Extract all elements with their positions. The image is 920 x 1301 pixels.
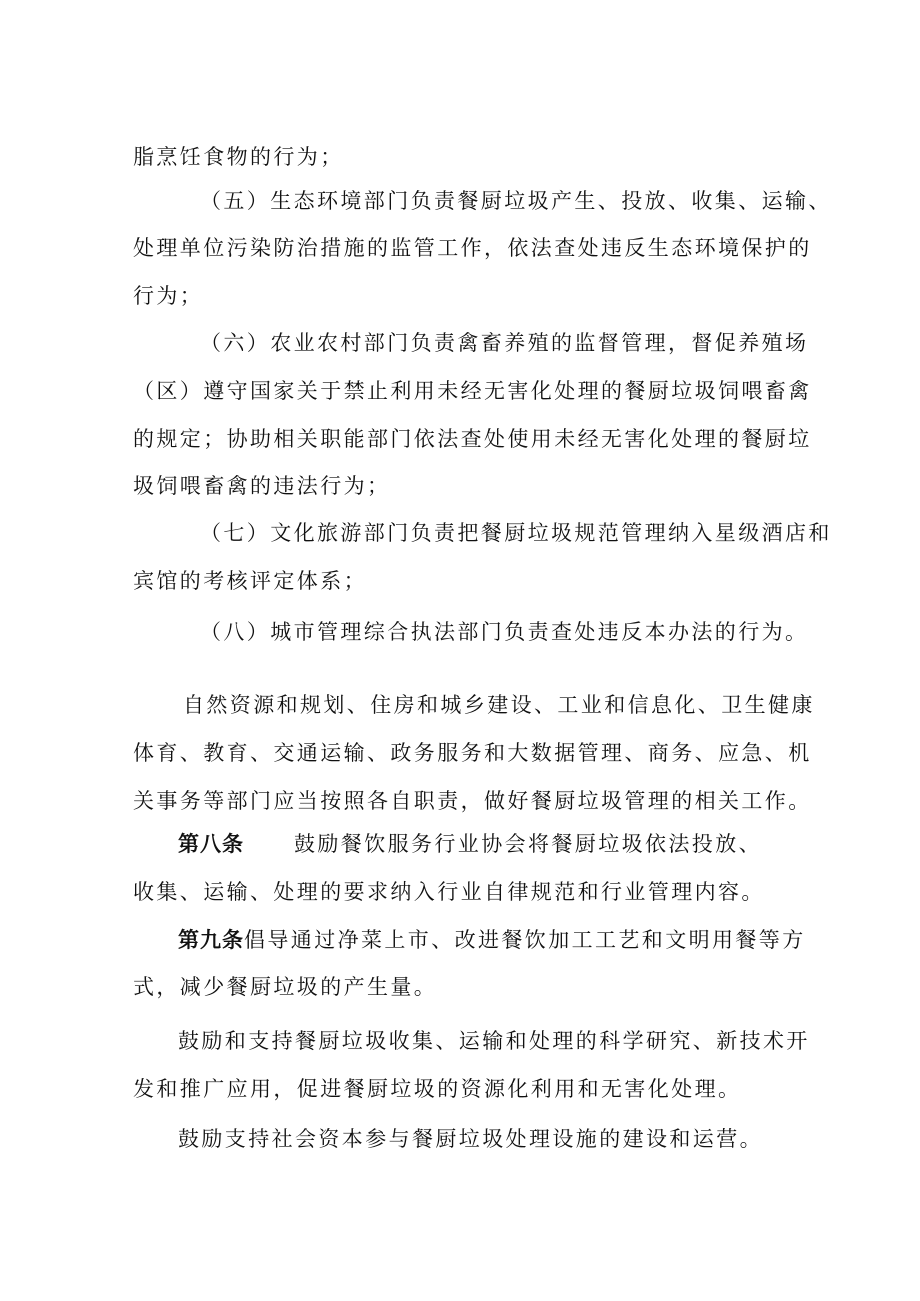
text-line: （八）城市管理综合执法部门负责查处违反本办法的行为。 [200, 620, 809, 644]
text-line: 鼓励支持社会资本参与餐厨垃圾处理设施的建设和运营。 [178, 1127, 763, 1151]
text-line: 宾馆的考核评定体系； [133, 569, 367, 593]
text-line: 收集、运输、处理的要求纳入行业自律规范和行业管理内容。 [133, 880, 765, 904]
text-line: 式，减少餐厨垃圾的产生量。 [133, 975, 438, 999]
text-line: 的规定；协助相关职能部门依法查处使用未经无害化处理的餐厨垃 [133, 427, 812, 451]
article-9-text: 倡导通过净菜上市、改进餐饮加工工艺和文明用餐等方 [244, 928, 806, 952]
article-8-heading: 第八条 [178, 832, 244, 856]
article-8-line [178, 829, 762, 859]
text-line: （区）遵守国家关于禁止利用未经无害化处理的餐厨垃圾饲喂畜禽 [133, 379, 812, 403]
text-line: 处理单位污染防治措施的监管工作，依法查处违反生态环境保护的 [133, 236, 812, 260]
text-line: 自然资源和规划、住房和城乡建设、工业和信息化、卫生健康 [183, 693, 815, 717]
text-line: 发和推广应用，促进餐厨垃圾的资源化利用和无害化处理。 [133, 1077, 742, 1101]
text-line: 体育、教育、交通运输、政务服务和大数据管理、商务、应急、机 [133, 741, 812, 765]
text-line: 鼓励和支持餐厨垃圾收集、运输和处理的科学研究、新技术开 [178, 1029, 810, 1053]
text-line: （六）农业农村部门负责禽畜养殖的监督管理，督促养殖场 [200, 331, 809, 355]
article-9-line [178, 925, 806, 955]
text-line: （五）生态环境部门负责餐厨垃圾产生、投放、收集、运输、 [200, 189, 832, 213]
article-8-text: 鼓励餐饮服务行业协会将餐厨垃圾依法投放、 [294, 832, 762, 856]
text-line: 圾饲喂畜禽的违法行为； [133, 474, 391, 498]
article-9-heading: 第九条 [178, 928, 244, 952]
text-line: 脂烹饪食物的行为； [133, 145, 344, 169]
text-line: 关事务等部门应当按照各自职责，做好餐厨垃圾管理的相关工作。 [133, 789, 812, 813]
text-line: 行为； [133, 284, 204, 308]
text-line: （七）文化旅游部门负责把餐厨垃圾规范管理纳入星级酒店和 [200, 521, 832, 545]
